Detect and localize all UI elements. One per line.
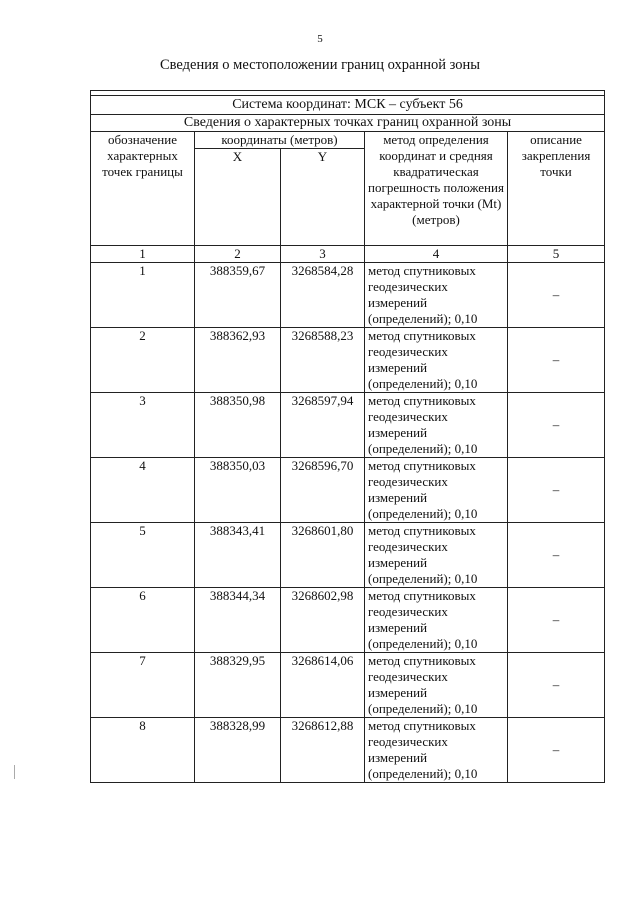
- coord-y: 3268602,98: [281, 588, 365, 653]
- column-number: 1: [91, 246, 195, 263]
- coord-x: 388350,03: [195, 458, 281, 523]
- coord-x: 388359,67: [195, 263, 281, 328]
- coord-x: 388329,95: [195, 653, 281, 718]
- method-cell: метод спутниковых геодезических измерений (определений); 0,10: [365, 718, 508, 783]
- page-title: Сведения о местоположении границ охранной зоны: [159, 57, 480, 73]
- coord-y: 3268614,06: [281, 653, 365, 718]
- point-number: 3: [91, 393, 195, 458]
- table-row: [91, 263, 605, 328]
- coordinate-system: Система координат: МСК – субъект 56: [91, 96, 605, 115]
- column-number: 4: [365, 246, 508, 263]
- table-row: [91, 653, 605, 718]
- point-number: 5: [91, 523, 195, 588]
- header-method: метод определения координат и средняя квадратическая погрешность положения характерной точки (Mt) (метров): [365, 132, 508, 246]
- header-point: обозначение характерных точек границы: [91, 132, 195, 246]
- header-coordinates: координаты (метров): [195, 132, 365, 149]
- header-x: X: [195, 149, 281, 246]
- fixing-cell: –: [508, 523, 605, 588]
- column-numbers-row: [91, 246, 605, 263]
- coord-y: 3268597,94: [281, 393, 365, 458]
- column-number: 5: [508, 246, 605, 263]
- coord-x: 388350,98: [195, 393, 281, 458]
- method-cell: метод спутниковых геодезических измерений (определений); 0,10: [365, 588, 508, 653]
- point-number: 7: [91, 653, 195, 718]
- fixing-cell: –: [508, 393, 605, 458]
- point-number: 1: [91, 263, 195, 328]
- fixing-cell: –: [508, 718, 605, 783]
- coord-y: 3268612,88: [281, 718, 365, 783]
- coord-y: 3268584,28: [281, 263, 365, 328]
- coord-y: 3268588,23: [281, 328, 365, 393]
- scan-edge-mark: [14, 765, 15, 779]
- coord-x: 388344,34: [195, 588, 281, 653]
- table-row: [91, 588, 605, 653]
- coord-x: 388343,41: [195, 523, 281, 588]
- table-row: [91, 328, 605, 393]
- fixing-cell: –: [508, 328, 605, 393]
- header-fixing: описание закрепления точки: [508, 132, 605, 246]
- coord-x: 388362,93: [195, 328, 281, 393]
- point-number: 2: [91, 328, 195, 393]
- table-row: [91, 393, 605, 458]
- method-cell: метод спутниковых геодезических измерений (определений); 0,10: [365, 523, 508, 588]
- column-number: 3: [281, 246, 365, 263]
- section-title: Сведения о характерных точках границ охранной зоны: [91, 115, 605, 132]
- header-y: Y: [281, 149, 365, 246]
- point-number: 8: [91, 718, 195, 783]
- fixing-cell: –: [508, 263, 605, 328]
- fixing-cell: –: [508, 458, 605, 523]
- method-cell: метод спутниковых геодезических измерений (определений); 0,10: [365, 393, 508, 458]
- point-number: 4: [91, 458, 195, 523]
- coord-y: 3268601,80: [281, 523, 365, 588]
- coord-x: 388328,99: [195, 718, 281, 783]
- coord-y: 3268596,70: [281, 458, 365, 523]
- method-cell: метод спутниковых геодезических измерений (определений); 0,10: [365, 653, 508, 718]
- system-row: [91, 96, 605, 115]
- method-cell: метод спутниковых геодезических измерений (определений); 0,10: [365, 458, 508, 523]
- header-row: [91, 132, 605, 149]
- fixing-cell: –: [508, 653, 605, 718]
- fixing-cell: –: [508, 588, 605, 653]
- section-row: [91, 115, 605, 132]
- table-row: [91, 523, 605, 588]
- table-row: [91, 458, 605, 523]
- page-number: 5: [317, 33, 323, 45]
- column-number: 2: [195, 246, 281, 263]
- method-cell: метод спутниковых геодезических измерений (определений); 0,10: [365, 328, 508, 393]
- table-row: [91, 718, 605, 783]
- method-cell: метод спутниковых геодезических измерений (определений); 0,10: [365, 263, 508, 328]
- boundary-points-table: [90, 90, 605, 783]
- point-number: 6: [91, 588, 195, 653]
